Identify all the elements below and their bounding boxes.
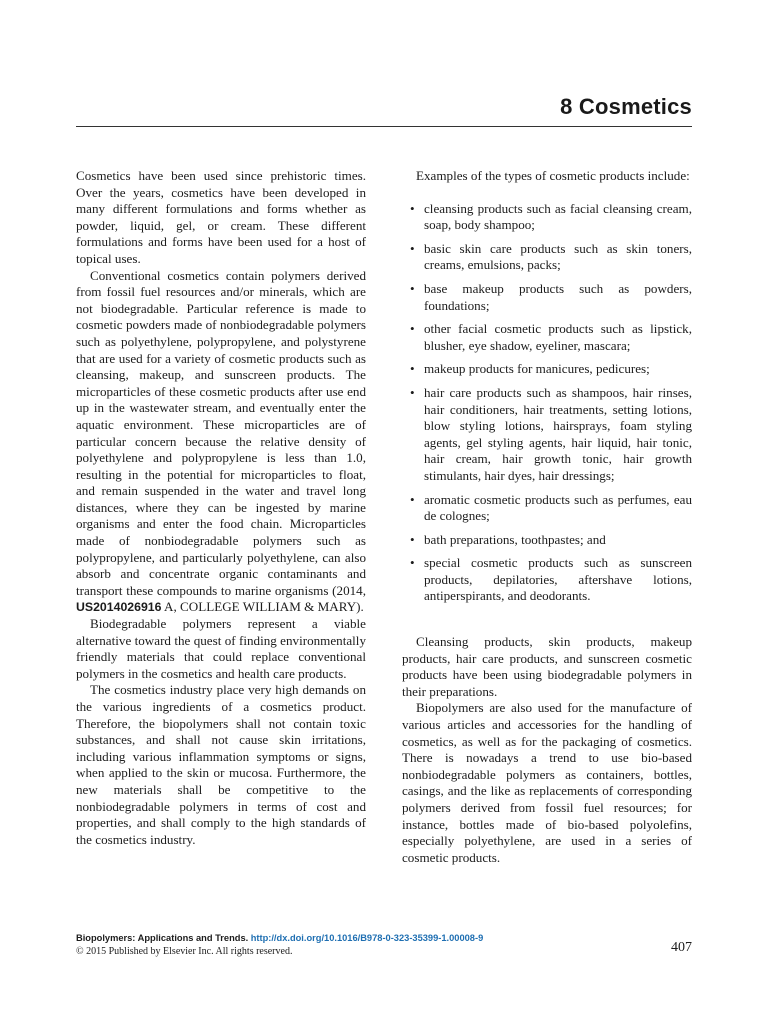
book-title: Biopolymers: Applications and Trends. — [76, 933, 249, 943]
cosmetic-product-list — [402, 201, 692, 605]
list-item: • makeup products for manicures, pedicures; — [410, 361, 650, 377]
list-item: • base makeup products such as powders, foundations; — [410, 280, 692, 313]
bullet-icon: • — [410, 555, 415, 571]
bullet-icon: • — [410, 280, 415, 296]
list-item: • special cosmetic products such as sunscreen products, depilatories, aftershave lotions, antiperspirants, and deodorants. — [410, 555, 692, 604]
bullet-icon: • — [410, 321, 415, 337]
left-column — [76, 168, 366, 848]
list-item: • aromatic cosmetic products such as perfumes, eau de colognes; — [410, 491, 692, 524]
list-item: • other facial cosmetic products such as lipstick, blusher, eye shadow, eyeliner, mascara; — [410, 321, 692, 353]
chapter-title: 8 Cosmetics — [560, 94, 692, 119]
paragraph-biopolymer-packaging: Biopolymers are also used for the manufacture of various articles and accessories for the handling of cosmetics, as well as for the packaging of cosmetics. There is nowadays a trend to use bio-based nonbiodegradable polymers as containers, bottles, casings, and the like as replacements of corresponding polymers derived from fossil fuel resources; for instance, bottles made of bio-based polyolefins, especially polyethylene, are used in a series of cosmetic products. — [402, 700, 692, 865]
paragraph-conventional-cosmetics — [76, 268, 366, 616]
patent-number: US2014026916 — [76, 600, 162, 615]
paragraph-cleansing-products: Cleansing products, skin products, makeup products, hair care products, and sunscreen cosmetic products have been using biodegradable polymers in their preparations. — [402, 634, 692, 699]
list-item: • bath preparations, toothpastes; and — [410, 531, 606, 547]
paragraph-industry-demands: The cosmetics industry place very high demands on the various ingredients of a cosmetics product. Therefore, the biopolymers shall not contain toxic substances, and shall not cause skin irritations, including various inflammation symptoms or signs, when applied to the skin or mucosa. Furthermore, the new materials shall be competitive to the nonbiodegradable polymers in terms of cost and properties, and shall comply to the high standards of the cosmetics industry. — [76, 682, 366, 847]
doi-link[interactable]: http://dx.doi.org/10.1016/B978-0-323-35399-1.00008-9 — [250, 933, 484, 943]
bullet-icon: • — [410, 200, 415, 216]
patent-suffix: A, COLLEGE WILLIAM & MARY). — [161, 599, 364, 615]
paragraph-biodegradable: Biodegradable polymers represent a viable alternative toward the quest of finding environmentally friendly materials that could replace conventional polymers in the cosmetics and health care products. — [76, 616, 366, 681]
title-divider — [76, 126, 692, 127]
bullet-icon: • — [410, 491, 415, 507]
paragraph-intro: Cosmetics have been used since prehistoric times. Over the years, cosmetics have been developed in many different formulations and forms whether as powder, liquid, gel, or cream. These different formulations and forms have been used for a host of topical uses. — [76, 168, 366, 266]
page-footer — [76, 932, 692, 958]
bullet-icon: • — [410, 531, 415, 547]
bullet-icon: • — [410, 361, 415, 377]
copyright-notice: © 2015 Published by Elsevier Inc. All rights reserved. — [76, 946, 293, 957]
bullet-icon: • — [410, 384, 415, 400]
bullet-icon: • — [410, 240, 415, 256]
right-column — [402, 168, 692, 866]
paragraph-conventional-text: Conventional cosmetics contain polymers derived from fossil fuel resources and/or minerals, which are not biodegradable. Particular reference is made to cosmetic powders made of nonbiodegradable polymers such as polyethylene, polypropylene, and polystyrene that are used for a variety of cosmetic products such as cleansing, makeup, and sunscreen products. The microparticles of these cosmetic products after use end up in the wastewater stream, and eventually enter the aquatic environment. These microparticles are of particular concern because the relative density of polyethylene and polypropylene is less than 1.0, resulting in the potential for microparticles to float, and remain suspended in the water and travel long distances, where they can be ingested by marine organisms and enter the food chain. Microparticles made of nonbiodegradable polymers such as polypropylene, and particularly polyethylene, can also absorb and concentrate organic contaminants and transport these compounds to marine organisms (2014, — [76, 267, 366, 598]
page-number: 407 — [671, 940, 692, 955]
examples-intro: Examples of the types of cosmetic products include: — [416, 168, 690, 183]
list-item: • hair care products such as shampoos, hair rinses, hair conditioners, hair treatments, setting lotions, blow styling lotions, hairsprays, foam styling agents, gel styling agents, hair liquid, hair tonic, hair cream, hair growth tonic, hair growth stimulants, hair dyes, hair dressings; — [410, 384, 692, 483]
section-gap — [402, 612, 692, 634]
list-item: • basic skin care products such as skin toners, creams, emulsions, packs; — [410, 240, 692, 273]
list-item: • cleansing products such as facial cleansing cream, soap, body shampoo; — [410, 200, 692, 233]
citation-line — [76, 932, 692, 945]
